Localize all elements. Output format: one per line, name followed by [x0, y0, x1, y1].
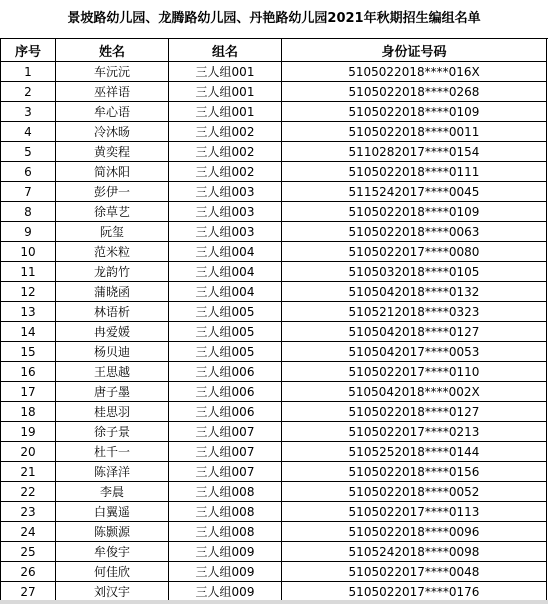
- table-row: [1, 362, 547, 382]
- table-row: [1, 222, 547, 242]
- cell-id-number[interactable]: 5105242018****0098: [282, 542, 547, 562]
- cell-id-number[interactable]: 5105042018****002X: [282, 382, 547, 402]
- cell-index[interactable]: 24: [1, 522, 56, 542]
- cell-index[interactable]: 14: [1, 322, 56, 342]
- cell-group[interactable]: 三人组003: [169, 182, 282, 202]
- cell-name[interactable]: 彭伊一: [56, 182, 169, 202]
- scroll-edge: [0, 600, 548, 604]
- cell-id-number[interactable]: 5105022018****0268: [282, 82, 547, 102]
- cell-index[interactable]: 2: [1, 82, 56, 102]
- cell-name[interactable]: 李晨: [56, 482, 169, 502]
- table-body: [1, 62, 547, 602]
- cell-id-number[interactable]: 5105022018****0096: [282, 522, 547, 542]
- cell-id-number[interactable]: 5105042017****0053: [282, 342, 547, 362]
- table-row: [1, 482, 547, 502]
- table-row: [1, 462, 547, 482]
- table-row: [1, 262, 547, 282]
- table-row: [1, 302, 547, 322]
- cell-index[interactable]: 15: [1, 342, 56, 362]
- cell-index[interactable]: 25: [1, 542, 56, 562]
- cell-index[interactable]: 8: [1, 202, 56, 222]
- cell-group[interactable]: 三人组005: [169, 302, 282, 322]
- table-row: [1, 122, 547, 142]
- table-row: [1, 202, 547, 222]
- cell-group[interactable]: 三人组003: [169, 222, 282, 242]
- cell-index[interactable]: 11: [1, 262, 56, 282]
- cell-id-number[interactable]: 5105022017****0176: [282, 582, 547, 602]
- cell-id-number[interactable]: 5105022018****0109: [282, 102, 547, 122]
- cell-id-number[interactable]: 5105042018****0132: [282, 282, 547, 302]
- cell-id-number[interactable]: 5105022018****0052: [282, 482, 547, 502]
- cell-group[interactable]: 三人组004: [169, 242, 282, 262]
- cell-index[interactable]: 6: [1, 162, 56, 182]
- table-row: [1, 182, 547, 202]
- cell-group[interactable]: 三人组006: [169, 402, 282, 422]
- cell-name[interactable]: 白翼遥: [56, 502, 169, 522]
- cell-index[interactable]: 3: [1, 102, 56, 122]
- cell-id-number[interactable]: 5105022018****0063: [282, 222, 547, 242]
- cell-index[interactable]: 7: [1, 182, 56, 202]
- cell-group[interactable]: 三人组005: [169, 322, 282, 342]
- cell-name[interactable]: 简沐阳: [56, 162, 169, 182]
- cell-group[interactable]: 三人组006: [169, 382, 282, 402]
- cell-name[interactable]: 陈泽洋: [56, 462, 169, 482]
- cell-id-number[interactable]: 5105022018****0011: [282, 122, 547, 142]
- table-row: [1, 402, 547, 422]
- table-row: [1, 242, 547, 262]
- cell-name[interactable]: 林语析: [56, 302, 169, 322]
- cell-group[interactable]: 三人组009: [169, 542, 282, 562]
- cell-group[interactable]: 三人组009: [169, 582, 282, 602]
- cell-index[interactable]: 4: [1, 122, 56, 142]
- cell-group[interactable]: 三人组004: [169, 282, 282, 302]
- cell-index[interactable]: 26: [1, 562, 56, 582]
- cell-index[interactable]: 21: [1, 462, 56, 482]
- table-row: [1, 562, 547, 582]
- cell-group[interactable]: 三人组007: [169, 462, 282, 482]
- cell-name[interactable]: 王思越: [56, 362, 169, 382]
- cell-name[interactable]: 刘汉宇: [56, 582, 169, 602]
- cell-group[interactable]: 三人组007: [169, 422, 282, 442]
- cell-index[interactable]: 16: [1, 362, 56, 382]
- table-row: [1, 62, 547, 82]
- cell-name[interactable]: 蒲晓函: [56, 282, 169, 302]
- sheet-title: 景坡路幼儿园、龙腾路幼儿园、丹艳路幼儿园2021年秋期招生编组名单: [0, 0, 548, 39]
- cell-name[interactable]: 冉爱媛: [56, 322, 169, 342]
- cell-index[interactable]: 9: [1, 222, 56, 242]
- cell-index[interactable]: 19: [1, 422, 56, 442]
- cell-index[interactable]: 10: [1, 242, 56, 262]
- header-name[interactable]: 姓名: [56, 39, 169, 62]
- cell-name[interactable]: 何佳欣: [56, 562, 169, 582]
- table-row: [1, 522, 547, 542]
- cell-name[interactable]: 牟俊宇: [56, 542, 169, 562]
- cell-group[interactable]: 三人组004: [169, 262, 282, 282]
- cell-group[interactable]: 三人组001: [169, 62, 282, 82]
- cell-id-number[interactable]: 5105022018****0156: [282, 462, 547, 482]
- cell-name[interactable]: 范米粒: [56, 242, 169, 262]
- table-row: [1, 382, 547, 402]
- cell-index[interactable]: 18: [1, 402, 56, 422]
- table-row: [1, 422, 547, 442]
- cell-group[interactable]: 三人组002: [169, 122, 282, 142]
- cell-group[interactable]: 三人组007: [169, 442, 282, 462]
- cell-group[interactable]: 三人组009: [169, 562, 282, 582]
- table-row: [1, 82, 547, 102]
- cell-group[interactable]: 三人组008: [169, 502, 282, 522]
- cell-name[interactable]: 黄奕程: [56, 142, 169, 162]
- cell-id-number[interactable]: 5105022017****0110: [282, 362, 547, 382]
- cell-id-number[interactable]: 5105022017****0113: [282, 502, 547, 522]
- cell-id-number[interactable]: 5105022018****0111: [282, 162, 547, 182]
- cell-id-number[interactable]: 5105252018****0144: [282, 442, 547, 462]
- cell-group[interactable]: 三人组005: [169, 342, 282, 362]
- cell-name[interactable]: 徐草艺: [56, 202, 169, 222]
- cell-name[interactable]: 徐子景: [56, 422, 169, 442]
- cell-name[interactable]: 阮玺: [56, 222, 169, 242]
- header-group[interactable]: 组名: [169, 39, 282, 62]
- table-row: [1, 502, 547, 522]
- cell-name[interactable]: 桂思羽: [56, 402, 169, 422]
- cell-id-number[interactable]: 5105022018****016X: [282, 62, 547, 82]
- cell-index[interactable]: 27: [1, 582, 56, 602]
- cell-group[interactable]: 三人组002: [169, 142, 282, 162]
- table-row: [1, 582, 547, 602]
- cell-name[interactable]: 陈颢源: [56, 522, 169, 542]
- cell-index[interactable]: 23: [1, 502, 56, 522]
- cell-group[interactable]: 三人组008: [169, 522, 282, 542]
- cell-id-number[interactable]: 5105032018****0105: [282, 262, 547, 282]
- cell-index[interactable]: 13: [1, 302, 56, 322]
- cell-group[interactable]: 三人组008: [169, 482, 282, 502]
- cell-index[interactable]: 20: [1, 442, 56, 462]
- header-id-number[interactable]: 身份证号码: [282, 39, 547, 62]
- cell-name[interactable]: 唐子墨: [56, 382, 169, 402]
- cell-group[interactable]: 三人组003: [169, 202, 282, 222]
- cell-id-number[interactable]: 5105022017****0080: [282, 242, 547, 262]
- enrollment-table: [0, 38, 547, 602]
- cell-index[interactable]: 5: [1, 142, 56, 162]
- cell-id-number[interactable]: 5105042018****0127: [282, 322, 547, 342]
- cell-name[interactable]: 杜千一: [56, 442, 169, 462]
- cell-name[interactable]: 车沅沅: [56, 62, 169, 82]
- table-row: [1, 282, 547, 302]
- cell-index[interactable]: 1: [1, 62, 56, 82]
- cell-index[interactable]: 22: [1, 482, 56, 502]
- cell-name[interactable]: 杨贝迪: [56, 342, 169, 362]
- table-row: [1, 322, 547, 342]
- cell-group[interactable]: 三人组001: [169, 102, 282, 122]
- cell-group[interactable]: 三人组002: [169, 162, 282, 182]
- table-row: [1, 102, 547, 122]
- cell-name[interactable]: 冷沐旸: [56, 122, 169, 142]
- cell-id-number[interactable]: 5105022017****0048: [282, 562, 547, 582]
- cell-name[interactable]: 牟心语: [56, 102, 169, 122]
- table-row: [1, 542, 547, 562]
- cell-id-number[interactable]: 5115242017****0045: [282, 182, 547, 202]
- table-row: [1, 342, 547, 362]
- cell-id-number[interactable]: 5105212018****0323: [282, 302, 547, 322]
- header-row: [1, 39, 547, 62]
- cell-id-number[interactable]: 5110282017****0154: [282, 142, 547, 162]
- table-row: [1, 162, 547, 182]
- cell-id-number[interactable]: 5105022018****0127: [282, 402, 547, 422]
- cell-index[interactable]: 12: [1, 282, 56, 302]
- cell-name[interactable]: 龙韵竹: [56, 262, 169, 282]
- table-row: [1, 142, 547, 162]
- header-index[interactable]: 序号: [1, 39, 56, 62]
- cell-group[interactable]: 三人组006: [169, 362, 282, 382]
- cell-index[interactable]: 17: [1, 382, 56, 402]
- cell-name[interactable]: 巫祥语: [56, 82, 169, 102]
- cell-id-number[interactable]: 5105022017****0213: [282, 422, 547, 442]
- table-row: [1, 442, 547, 462]
- cell-id-number[interactable]: 5105022018****0109: [282, 202, 547, 222]
- cell-group[interactable]: 三人组001: [169, 82, 282, 102]
